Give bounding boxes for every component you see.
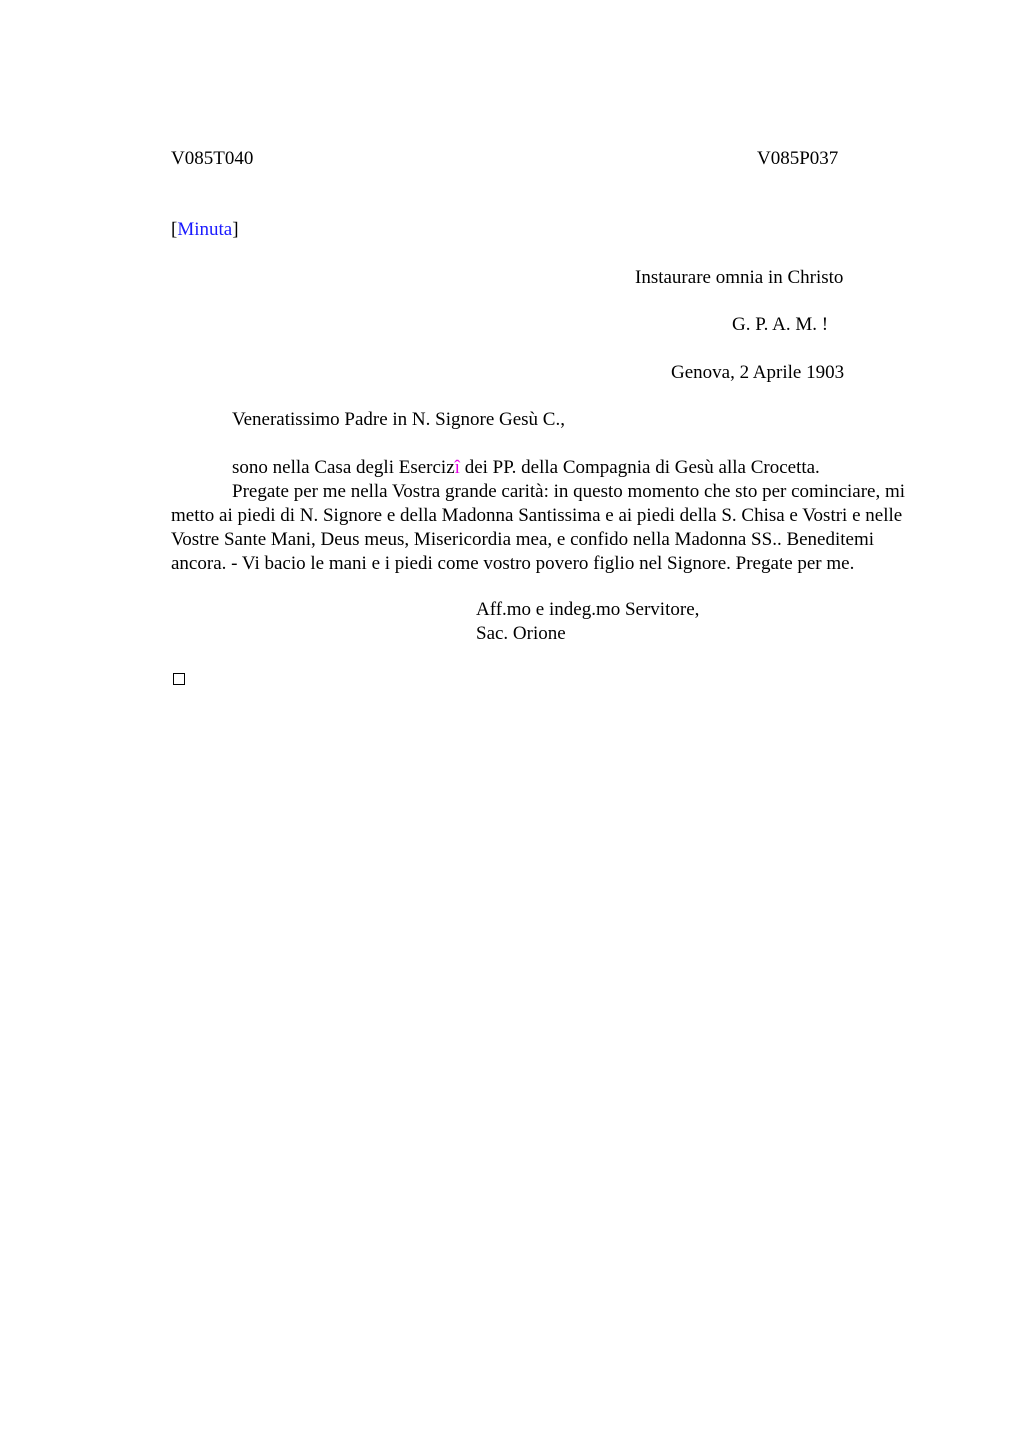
paragraph-1-text-b: dei PP. della Compagnia di Gesù alla Crocetta. <box>459 457 820 478</box>
place-date: Genova, 2 Aprile 1903 <box>671 362 845 383</box>
salutation: Veneratissimo Padre in N. Signore Gesù C., <box>232 409 565 430</box>
minuta-close-bracket: ] <box>232 219 239 240</box>
document-code-right: V085P037 <box>757 148 839 169</box>
paragraph-1 <box>171 456 931 480</box>
minuta-open-bracket: [ <box>171 219 178 240</box>
signature: Sac. Orione <box>476 623 566 644</box>
minuta-label: Minuta <box>177 219 233 240</box>
initials: G. P. A. M. ! <box>732 314 829 335</box>
paragraph-1-text-a: sono nella Casa degli Eserciz <box>232 457 455 478</box>
paragraph-2: Pregate per me nella Vostra grande carità: in questo momento che sto per cominciare, mi metto ai piedi di N. Signore e della Madonna Santissima e ai piedi della S. Chisa e Vostri e nelle Vostre Sante Mani, Deus meus, Misericordia mea, e confido nella Madonna SS.. Beneditemi ancora. - Vi bacio le mani e i piedi come vostro povero figlio nel Signore. Pregate per me. <box>171 481 906 574</box>
end-box-icon <box>173 673 185 685</box>
document-code-left: V085T040 <box>171 148 254 169</box>
minuta-note <box>171 218 239 242</box>
editorial-mark: î <box>454 457 460 478</box>
motto: Instaurare omnia in Christo <box>635 267 844 288</box>
closing: Aff.mo e indeg.mo Servitore, <box>476 599 700 620</box>
letter-body <box>171 456 931 576</box>
